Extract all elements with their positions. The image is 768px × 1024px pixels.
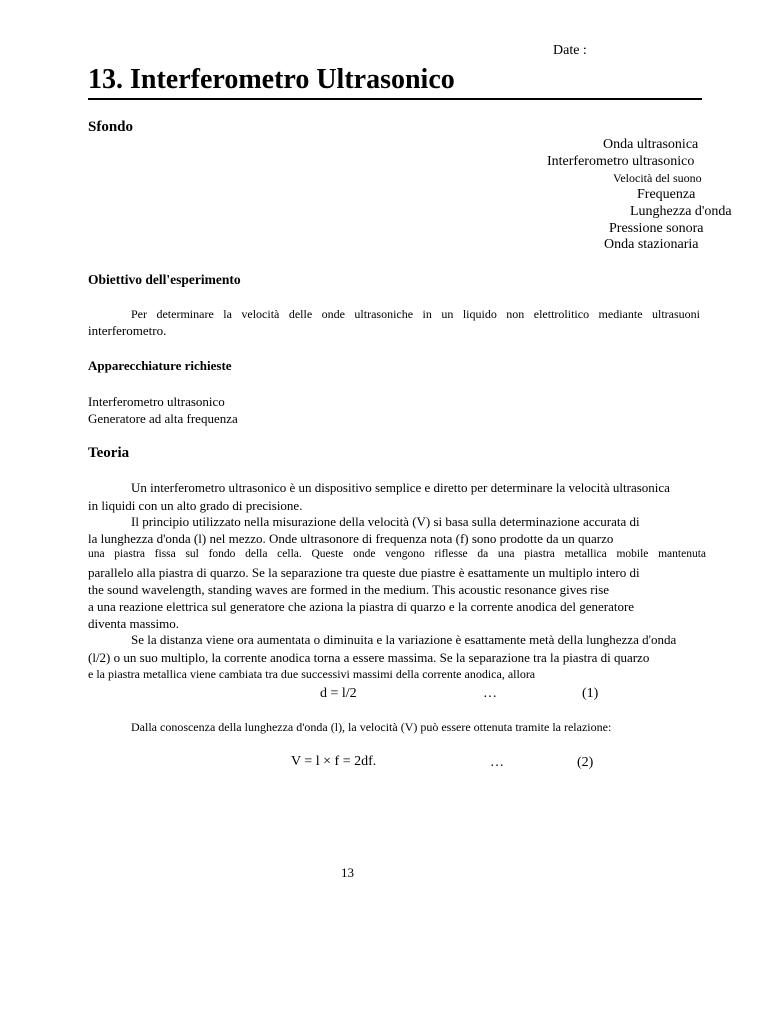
keyword-item: Velocità del suono (613, 171, 702, 185)
section-heading-apparatus: Apparecchiature richieste (88, 358, 232, 373)
objective-text-line: Per determinare la velocità delle onde ultrasoniche in un liquido non elettrolitico mediante ultrasuoni (131, 307, 700, 321)
page-title: 13. Interferometro Ultrasonico (88, 64, 455, 95)
theory-text-line: e la piastra metallica viene cambiata tra due successivi massimi della corrente anodica, allora (88, 667, 536, 681)
apparatus-item: Interferometro ultrasonico (88, 394, 225, 409)
theory-text-line: the sound wavelength, standing waves are formed in the medium. This acoustic resonance gives rise (88, 582, 610, 597)
keyword-item: Frequenza (637, 187, 696, 202)
objective-text-line: interferometro. (88, 323, 167, 338)
theory-text-line: (l/2) o un suo multiplo, la corrente anodica torna a essere massima. Se la separazione tra la piastra di quarzo (88, 650, 650, 665)
equation-1-number: (1) (582, 686, 599, 701)
theory-text-line: a una reazione elettrica sul generatore che aziona la piastra di quarzo e la corrente anodica del generatore (88, 599, 635, 614)
theory-text-line: Se la distanza viene ora aumentata o diminuita e la variazione è esattamente metà della lunghezza d'onda (131, 632, 677, 647)
keyword-item: Onda stazionaria (604, 237, 699, 252)
keyword-item: Pressione sonora (609, 221, 704, 236)
theory-text-line: la lunghezza d'onda (l) nel mezzo. Onde ultrasonore di frequenza nota (f) sono prodotte da un quarzo (88, 531, 614, 546)
equation-2-expression: V = l × f = 2df. (291, 754, 377, 769)
equation-2-dots: … (490, 755, 504, 770)
theory-text-line: Il principio utilizzato nella misurazione della velocità (V) si basa sulla determinazione accurata di (131, 514, 640, 529)
section-heading-objective: Obiettivo dell'esperimento (88, 272, 241, 287)
title-underline (88, 98, 702, 100)
date-label: Date : (553, 43, 587, 58)
apparatus-item: Generatore ad alta frequenza (88, 411, 238, 426)
section-heading-theory: Teoria (88, 445, 130, 461)
theory-text-line: diventa massimo. (88, 616, 179, 631)
equation-1-expression: d = l/2 (320, 686, 357, 701)
relation-text: Dalla conoscenza della lunghezza d'onda (l), la velocità (V) può essere ottenuta tramite la relazione: (131, 720, 612, 734)
section-heading-sfondo: Sfondo (88, 119, 134, 135)
keyword-item: Interferometro ultrasonico (547, 154, 695, 169)
theory-text-line: in liquidi con un alto grado di precisione. (88, 498, 303, 513)
theory-text-line: parallelo alla piastra di quarzo. Se la separazione tra queste due piastre è esattamente un multiplo intero di (88, 565, 640, 580)
theory-text-line: Un interferometro ultrasonico è un dispositivo semplice e diretto per determinare la velocità ultrasonica (131, 480, 670, 495)
keyword-item: Onda ultrasonica (603, 137, 699, 152)
page-number: 13 (341, 865, 354, 880)
equation-2-number: (2) (577, 755, 594, 770)
theory-text-line: una piastra fissa sul fondo della cella. Queste onde vengono riflesse da una piastra metallica mobile mantenuta (88, 548, 706, 560)
equation-1-dots: … (483, 686, 497, 701)
keyword-item: Lunghezza d'onda (630, 204, 732, 219)
